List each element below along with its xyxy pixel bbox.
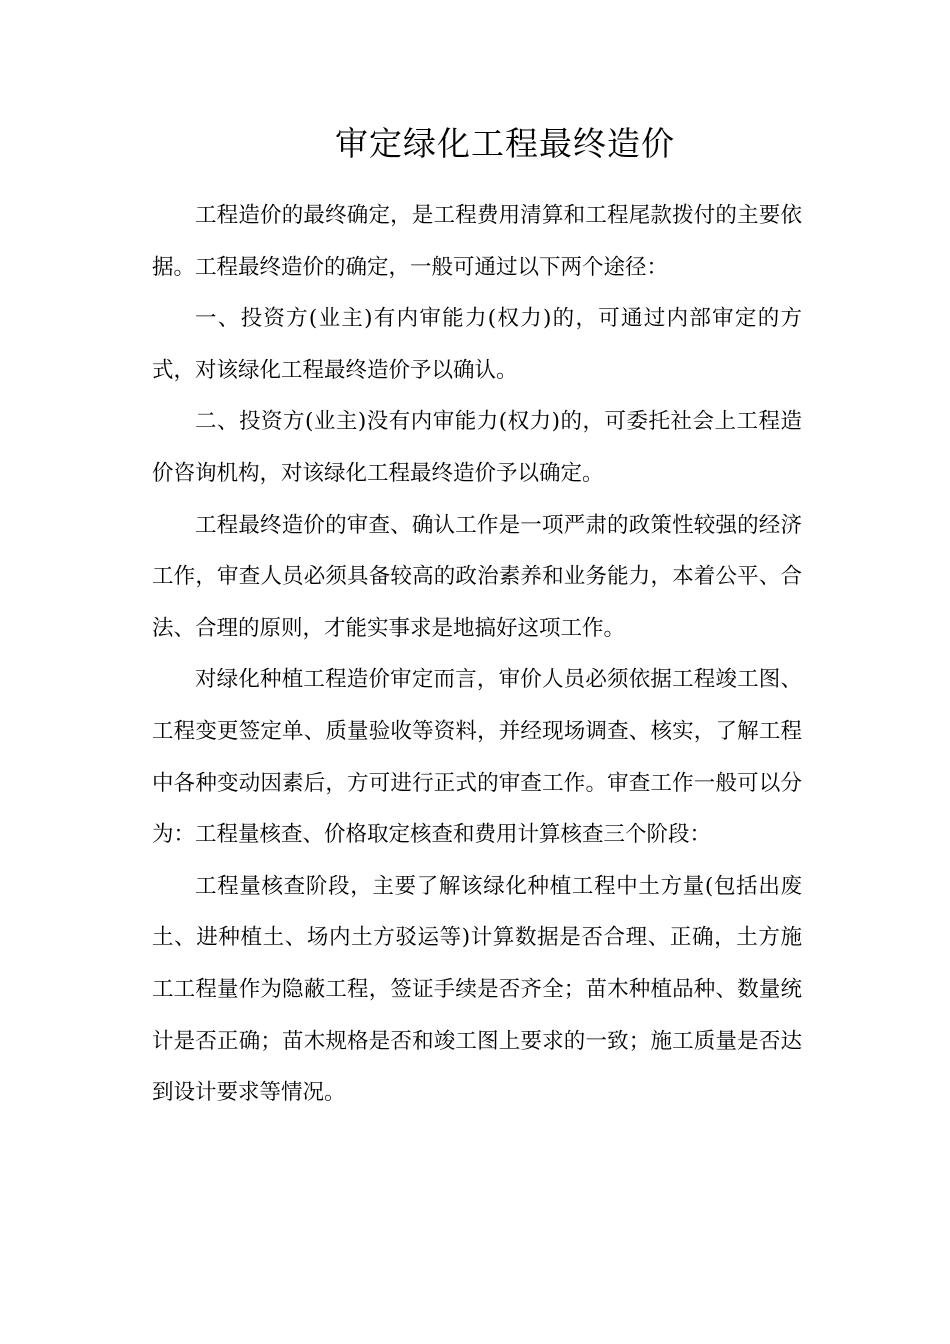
document-title: 审定绿化工程最终造价 [335,124,675,163]
paragraph-3: 二、投资方(业主)没有内审能力(权力)的，可委托社会上工程造价咨询机构，对该绿化工程最终造价予以确定。 [152,409,802,486]
paragraph-5: 对绿化种植工程造价审定而言，审价人员必须依据工程竣工图、工程变更签定单、质量验收等资料，并经现场调查、核实，了解工程中各种变动因素后，方可进行正式的审查工作。审查工作一般可以分为：工程量核查、价格取定核查和费用计算核查三个阶段： [152,667,802,848]
paragraph-4: 工程最终造价的审查、确认工作是一项严肃的政策性较强的经济工作，审查人员必须具备较高的政治素养和业务能力，本着公平、合法、合理的原则，才能实事求是地搞好这项工作。 [152,512,802,641]
document-body [152,190,802,1119]
paragraph-6: 工程量核查阶段，主要了解该绿化种植工程中土方量(包括出废土、进种植土、场内土方驳运等)计算数据是否合理、正确，土方施工工程量作为隐蔽工程，签证手续是否齐全；苗木种植品种、数量统计是否正确；苗木规格是否和竣工图上要求的一致；施工质量是否达到设计要求等情况。 [152,873,802,1106]
paragraph-2: 一、投资方(业主)有内审能力(权力)的，可通过内部审定的方式，对该绿化工程最终造价予以确认。 [152,306,802,383]
paragraph-1: 工程造价的最终确定，是工程费用清算和工程尾款拨付的主要依据。工程最终造价的确定，一般可通过以下两个途径： [152,203,802,280]
